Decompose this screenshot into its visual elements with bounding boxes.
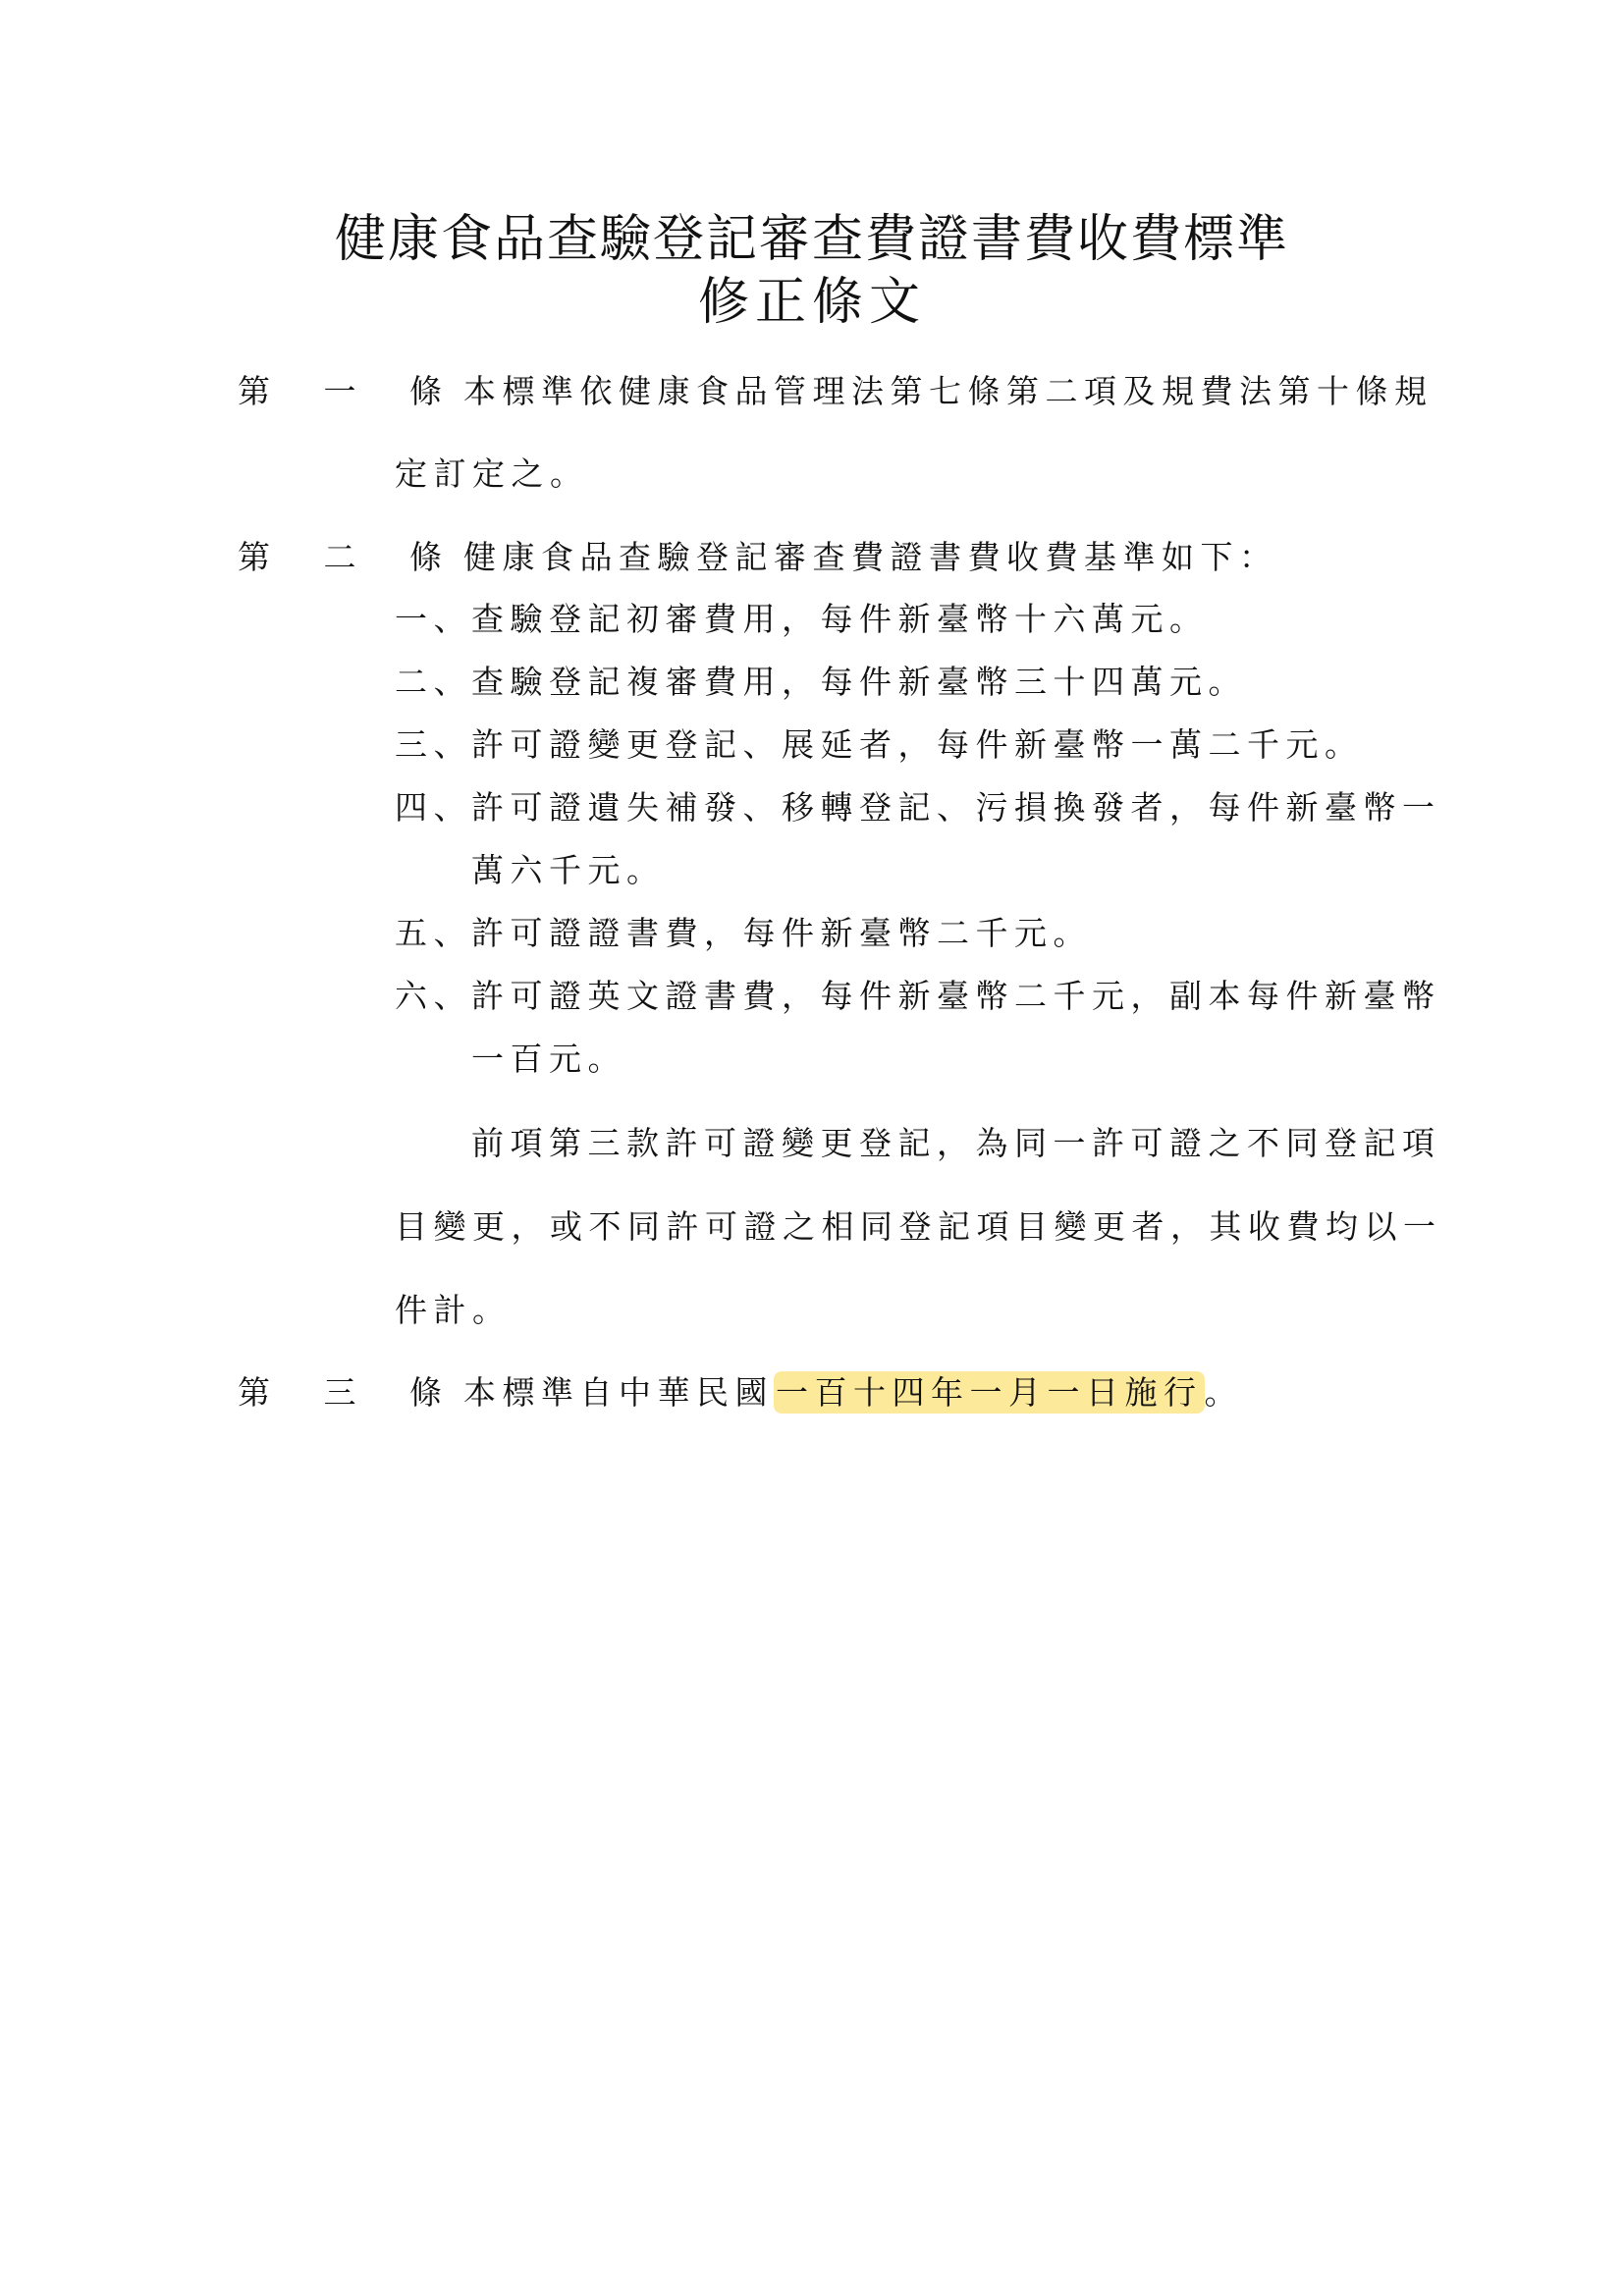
article-2-item-1-num: 一、 — [395, 600, 472, 638]
article-3-text-before: 本標準自中華民國 — [463, 1373, 774, 1412]
article-2-paragraph-line-1: 前項第三款許可證變更登記，為同一許可證之不同登記項 — [471, 1124, 1441, 1162]
article-1-line-2: 定訂定之。 — [395, 454, 589, 493]
article-3-highlighted-date: 一百十四年一月一日施行 — [776, 1373, 1203, 1412]
article-2-label: 第 二 條 — [238, 538, 463, 576]
article-3-text-after: 。 — [1204, 1373, 1243, 1412]
article-2-paragraph-line-2: 目變更，或不同許可證之相同登記項目變更者，其收費均以一 — [395, 1207, 1442, 1246]
article-1-line-1: 本標準依健康食品管理法第七條第二項及規費法第十條規 — [463, 372, 1434, 410]
article-2-intro: 健康食品查驗登記審查費證書費收費基準如下： — [463, 538, 1278, 576]
article-2-item-4-text-2: 萬六千元。 — [471, 851, 666, 889]
article-2-item-2-num: 二、 — [395, 663, 472, 701]
article-2-item-2-text: 查驗登記複審費用，每件新臺幣三十四萬元。 — [471, 663, 1247, 701]
article-2-item-5-text: 許可證證書費，每件新臺幣二千元。 — [471, 914, 1092, 952]
article-2-item-3-num: 三、 — [395, 725, 472, 764]
article-2-item-6-num: 六、 — [395, 977, 472, 1015]
article-2-item-4-text-1: 許可證遺失補發、移轉登記、污損換發者，每件新臺幣一 — [471, 788, 1441, 827]
article-2-item-6-text-2: 一百元。 — [471, 1040, 626, 1078]
article-2-item-5-num: 五、 — [395, 914, 472, 952]
article-1-label: 第 一 條 — [238, 372, 463, 410]
article-3-text — [463, 1373, 1243, 1412]
document-subtitle: 修正條文 — [697, 273, 926, 332]
article-2-paragraph-line-3: 件計。 — [395, 1291, 512, 1329]
article-2-item-6-text-1: 許可證英文證書費，每件新臺幣二千元，副本每件新臺幣 — [471, 977, 1441, 1015]
article-3-label: 第 三 條 — [238, 1373, 463, 1412]
article-2-item-4-num: 四、 — [395, 788, 472, 827]
document-title: 健康食品查驗登記審查費證書費收費標準 — [334, 210, 1289, 269]
article-2-item-1-text: 查驗登記初審費用，每件新臺幣十六萬元。 — [471, 600, 1209, 638]
article-2-item-3-text: 許可證變更登記、展延者，每件新臺幣一萬二千元。 — [471, 725, 1364, 764]
